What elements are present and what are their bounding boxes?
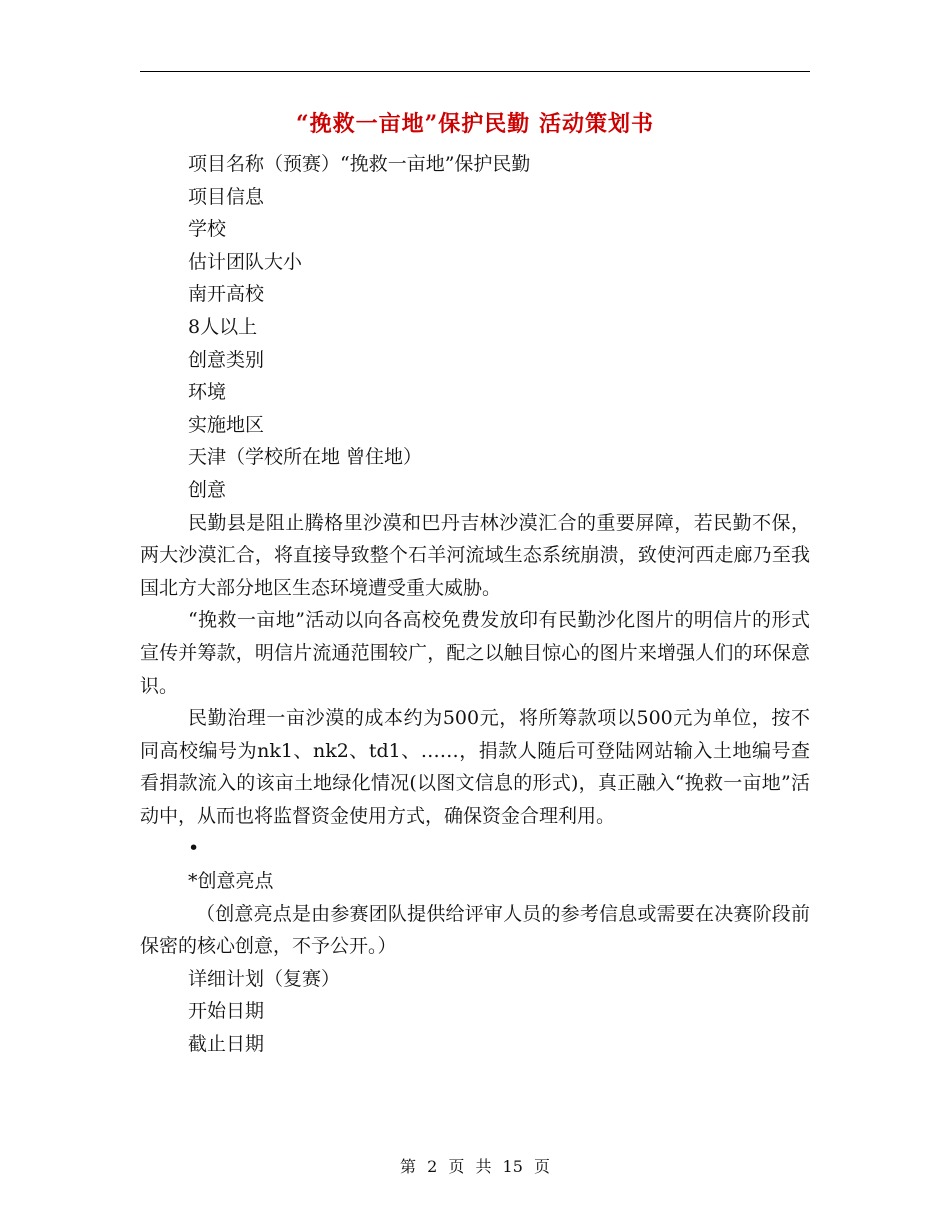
region-value: 天津（学校所在地 曾住地） (188, 446, 423, 469)
project-info-label: 项目信息 (188, 185, 265, 208)
project-name-line: 项目名称（预赛）“挽救一亩地”保护民勤 (188, 153, 531, 175)
document-body (140, 148, 810, 1061)
paragraph-background: 民勤县是阻止腾格里沙漠和巴丹吉林沙漠汇合的重要屏障，若民勤不保，两大沙漠汇合，将直接导致整个石羊河流域生态系统崩溃，致使河西走廊乃至我国北方大部分地区生态环境遭受重大威胁。 (140, 511, 810, 599)
region-label: 实施地区 (188, 413, 265, 436)
header-rule (140, 71, 810, 72)
category-value: 环境 (188, 381, 227, 404)
highlight-note: （创意亮点是由参赛团队提供给评审人员的参考信息或需要在决赛阶段前保密的核心创意，不予公开。） (140, 902, 810, 958)
page-footer: 第 2 页 共 15 页 (400, 1157, 550, 1176)
paragraph-activity: “挽救一亩地”活动以向各高校免费发放印有民勤沙化图片的明信片的形式宣传并筹款，明信片流通范围较广，配之以触目惊心的图片来增强人们的环保意识。 (140, 609, 810, 697)
category-label: 创意类别 (188, 348, 265, 371)
start-date-label: 开始日期 (188, 1000, 265, 1023)
bullet-marker: • (188, 837, 200, 860)
plan-label: 详细计划（复赛） (188, 967, 341, 990)
team-size-value: 8人以上 (188, 315, 258, 338)
paragraph-funding: 民勤治理一亩沙漠的成本约为500元，将所筹款项以500元为单位，按不同高校编号为nk1、nk2、td1、……，捐款人随后可登陆网站输入土地编号查看捐款流入的该亩土地绿化情况(以图文信息的形式)，真正融入“挽救一亩地”活动中，从而也将监督资金使用方式，确保资金合理利用。 (140, 707, 810, 827)
highlight-heading: *创意亮点 (188, 870, 274, 893)
team-size-label: 估计团队大小 (188, 250, 303, 273)
school-label: 学校 (188, 218, 227, 241)
idea-label: 创意 (188, 478, 227, 501)
school-value: 南开高校 (188, 283, 265, 306)
document-title: “挽救一亩地”保护民勤 活动策划书 (296, 111, 654, 137)
end-date-label: 截止日期 (188, 1033, 265, 1056)
